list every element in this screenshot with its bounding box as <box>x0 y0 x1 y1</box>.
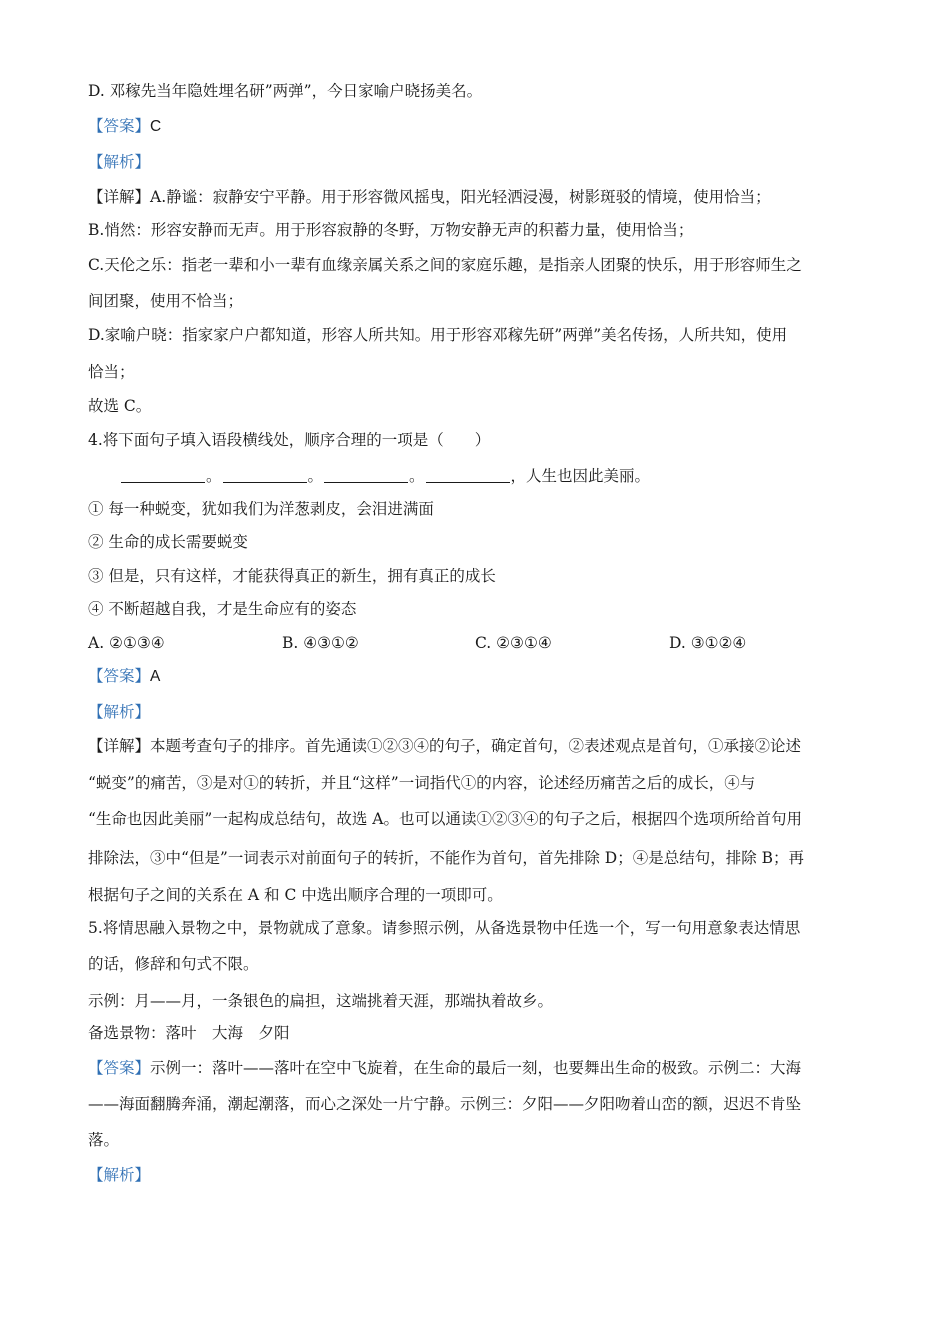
answer-value: C <box>150 118 162 135</box>
detail-tag: 【详解】 <box>88 737 151 755</box>
q5-answer-3: 落。 <box>88 1131 120 1149</box>
q3-detail-d-1: D.家喻户晓：指家家户户都知道，形容人所共知。用于形容邓稼先研”两弹”美名传扬，人所共知，使用 <box>88 326 788 344</box>
q5-example: 示例：月——月，一条银色的扁担，这端挑着天涯，那端执着故乡。 <box>88 992 554 1010</box>
answer-value: A <box>150 668 161 685</box>
q4-detail-1 <box>88 735 868 757</box>
blank-separator: 。 <box>206 467 222 485</box>
q4-sentence-3: ③ 但是，只有这样，才能获得真正的新生，拥有真正的成长 <box>88 567 496 585</box>
q5-answer-2: ——海面翻腾奔涌，潮起潮落，而心之深处一片宁静。示例三：夕阳——夕阳吻着山峦的额，迟迟不肯坠 <box>88 1095 802 1113</box>
q3-detail-b: B.悄然：形容安静而无声。用于形容寂静的冬野，万物安静无声的积蓄力量，使用恰当； <box>88 221 694 239</box>
q3-analysis-tag: 【解析】 <box>88 153 151 171</box>
answer-text: 示例一：落叶——落叶在空中飞旋着，在生命的最后一刻，也要舞出生命的极致。示例二：大海 <box>150 1059 802 1077</box>
q4-answer <box>88 665 868 688</box>
q4-detail-4: 排除法，③中“但是”一词表示对前面句子的转折，不能作为首句，首先排除 D；④是总结句，排除 B；再 <box>88 849 805 867</box>
blank-tail: ，人生也因此美丽。 <box>510 467 651 485</box>
q3-option-d: D. 邓稼先当年隐姓埋名研”两弹”，今日家喻户晓扬美名。 <box>88 82 483 100</box>
q5-answer-1 <box>88 1057 868 1079</box>
q5-analysis-tag: 【解析】 <box>88 1166 151 1184</box>
q4-blanks-line <box>120 465 900 487</box>
q4-stem: 4.将下面句子填入语段横线处，顺序合理的一项是（ ） <box>88 431 491 449</box>
q4-detail-5: 根据句子之间的关系在 A 和 C 中选出顺序合理的一项即可。 <box>88 886 503 904</box>
detail-text: A.静谧：寂静安宁平静。用于形容微风摇曳，阳光轻洒浸漫，树影斑驳的情境，使用恰当； <box>150 188 771 206</box>
answer-tag: 【答案】 <box>88 1059 151 1077</box>
blank-2 <box>223 467 307 483</box>
q3-detail-c-1: C.天伦之乐：指老一辈和小一辈有血缘亲属关系之间的家庭乐趣，是指亲人团聚的快乐，用于形容师生之 <box>88 256 802 274</box>
answer-tag: 【答案】 <box>88 117 151 135</box>
q4-option-b: B. ④③①② <box>282 634 359 652</box>
blank-4 <box>426 467 510 483</box>
blank-separator: 。 <box>409 467 425 485</box>
q3-detail-a <box>88 186 868 208</box>
blank-1 <box>121 467 205 483</box>
q4-detail-2: “蜕变”的痛苦，③是对①的转折，并且“这样”一词指代①的内容，论述经历痛苦之后的成长，④与 <box>88 774 756 792</box>
q4-option-a: A. ②①③④ <box>88 634 165 652</box>
answer-tag: 【答案】 <box>88 667 151 685</box>
detail-text: 本题考查句子的排序。首先通读①②③④的句子，确定首句，②表述观点是首句，①承接②论述 <box>150 737 802 755</box>
q5-choices: 备选景物：落叶 大海 夕阳 <box>88 1024 290 1042</box>
q3-conclusion: 故选 C。 <box>88 397 152 415</box>
q4-detail-3: “生命也因此美丽”一起构成总结句，故选 A。也可以通读①②③④的句子之后，根据四个选项所给首句用 <box>88 810 802 828</box>
q4-sentence-4: ④ 不断超越自我，才是生命应有的姿态 <box>88 600 357 618</box>
blank-separator: 。 <box>307 467 324 485</box>
q4-sentence-1: ① 每一种蜕变，犹如我们为洋葱剥皮，会泪进满面 <box>88 500 434 518</box>
q3-detail-c-2: 间团聚，使用不恰当； <box>88 292 244 310</box>
q4-sentence-2: ② 生命的成长需要蜕变 <box>88 533 248 551</box>
q4-option-c: C. ②③①④ <box>475 634 552 652</box>
detail-tag: 【详解】 <box>88 188 151 206</box>
blank-3 <box>324 467 408 483</box>
q3-answer <box>88 115 868 138</box>
q5-stem-1: 5.将情思融入景物之中，景物就成了意象。请参照示例，从备选景物中任选一个，写一句用意象表达情思 <box>88 919 801 937</box>
q3-detail-d-2: 恰当； <box>88 363 135 381</box>
q5-stem-2: 的话，修辞和句式不限。 <box>88 955 259 973</box>
q4-analysis-tag: 【解析】 <box>88 703 151 721</box>
q4-option-d: D. ③①②④ <box>669 634 747 652</box>
